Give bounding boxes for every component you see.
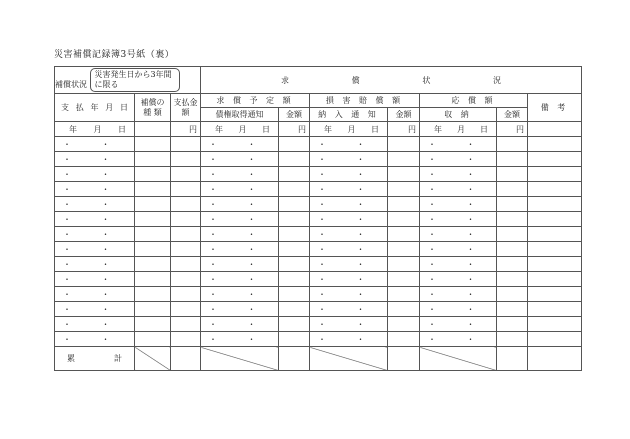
table-row: [55, 302, 582, 317]
pay-amount-cell[interactable]: [171, 212, 201, 227]
planned-amount-cell[interactable]: [279, 137, 310, 152]
pay-date-cell[interactable]: ・ ・: [55, 272, 135, 287]
pay-date-cell[interactable]: ・ ・: [55, 317, 135, 332]
payment-notice-date-cell[interactable]: ・ ・: [310, 287, 388, 302]
damages-amount-cell[interactable]: [388, 167, 420, 182]
status-label: 補償状況: [55, 80, 87, 89]
response-amount-cell[interactable]: [497, 302, 528, 317]
payment-notice-heading: 納 入 通 知: [310, 108, 388, 122]
payment-notice-date-cell[interactable]: ・ ・: [310, 182, 388, 197]
payment-notice-date-cell[interactable]: ・ ・: [310, 197, 388, 212]
comp-type-cell[interactable]: [135, 227, 171, 242]
pay-amount-cell[interactable]: [171, 137, 201, 152]
comp-type-cell[interactable]: [135, 257, 171, 272]
receipt-date-cell[interactable]: ・ ・: [420, 227, 497, 242]
pay-date-cell[interactable]: ・ ・: [55, 227, 135, 242]
claim-notice-date-cell[interactable]: ・ ・: [201, 242, 279, 257]
table-row: [55, 167, 582, 182]
response-amount-cell[interactable]: [497, 257, 528, 272]
table-row: [55, 332, 582, 347]
planned-amount-cell[interactable]: [279, 242, 310, 257]
comp-type-cell[interactable]: [135, 317, 171, 332]
response-amount-cell[interactable]: [497, 152, 528, 167]
remarks-heading: 備 考: [528, 94, 582, 122]
receipt-date-cell[interactable]: ・ ・: [420, 317, 497, 332]
remarks-cell[interactable]: [528, 287, 582, 302]
damages-amount-cell[interactable]: [388, 332, 420, 347]
totals-row: [55, 347, 582, 371]
damages-amount-cell[interactable]: [388, 137, 420, 152]
damages-amount-cell[interactable]: [388, 302, 420, 317]
totals-receipt-blank: [420, 347, 497, 371]
comp-type-cell[interactable]: [135, 182, 171, 197]
table-row: [55, 242, 582, 257]
comp-type-cell[interactable]: [135, 302, 171, 317]
table-row: [55, 182, 582, 197]
damages-amount-cell[interactable]: [388, 317, 420, 332]
response-amount-cell[interactable]: [497, 332, 528, 347]
planned-amount-cell[interactable]: [279, 152, 310, 167]
response-amount-cell[interactable]: [497, 212, 528, 227]
pay-date-cell[interactable]: ・ ・: [55, 182, 135, 197]
pay-amount-cell[interactable]: [171, 242, 201, 257]
units-yen-3: 円: [388, 122, 420, 137]
payment-notice-date-cell[interactable]: ・ ・: [310, 242, 388, 257]
receipt-date-cell[interactable]: ・ ・: [420, 272, 497, 287]
damages-amount-cell[interactable]: [388, 182, 420, 197]
pay-date-cell[interactable]: ・ ・: [55, 137, 135, 152]
table-row: [55, 212, 582, 227]
pay-amount-cell[interactable]: [171, 152, 201, 167]
planned-amount-heading: 求 償 予 定 額: [201, 94, 310, 108]
pay-amount-cell[interactable]: [171, 227, 201, 242]
remarks-cell[interactable]: [528, 182, 582, 197]
totals-type-blank: [135, 347, 171, 371]
claim-notice-date-cell[interactable]: ・ ・: [201, 287, 279, 302]
claim-notice-date-cell[interactable]: ・ ・: [201, 152, 279, 167]
amount-heading-3: 金額: [497, 108, 528, 122]
payment-notice-date-cell[interactable]: ・ ・: [310, 137, 388, 152]
table-row: [55, 197, 582, 212]
remarks-cell[interactable]: [528, 272, 582, 287]
comp-type-cell[interactable]: [135, 287, 171, 302]
planned-amount-cell[interactable]: [279, 317, 310, 332]
claim-notice-date-cell[interactable]: ・ ・: [201, 137, 279, 152]
remarks-cell[interactable]: [528, 167, 582, 182]
remarks-cell[interactable]: [528, 227, 582, 242]
comp-type-cell[interactable]: [135, 272, 171, 287]
units-date-4: 年 月 日: [420, 122, 497, 137]
units-date-2: 年 月 日: [201, 122, 279, 137]
claim-notice-date-cell[interactable]: ・ ・: [201, 227, 279, 242]
status-cell: [55, 67, 201, 94]
table-row: [55, 137, 582, 152]
pay-date-cell[interactable]: ・ ・: [55, 167, 135, 182]
pay-amount-cell[interactable]: [171, 332, 201, 347]
receipt-date-cell[interactable]: ・ ・: [420, 152, 497, 167]
pay-date-cell[interactable]: ・ ・: [55, 332, 135, 347]
pay-amount-cell[interactable]: [171, 197, 201, 212]
receipt-date-cell[interactable]: ・ ・: [420, 197, 497, 212]
damages-amount-cell[interactable]: [388, 152, 420, 167]
remarks-cell[interactable]: [528, 212, 582, 227]
receipt-date-cell[interactable]: ・ ・: [420, 167, 497, 182]
payment-notice-date-cell[interactable]: ・ ・: [310, 227, 388, 242]
claim-notice-date-cell[interactable]: ・ ・: [201, 212, 279, 227]
pay-amount-cell[interactable]: [171, 287, 201, 302]
pay-date-cell[interactable]: ・ ・: [55, 302, 135, 317]
remarks-cell[interactable]: [528, 257, 582, 272]
claim-notice-heading: 債権取得通知: [201, 108, 279, 122]
pay-amount-cell[interactable]: [171, 257, 201, 272]
pay-date-cell[interactable]: ・ ・: [55, 152, 135, 167]
receipt-date-cell[interactable]: ・ ・: [420, 137, 497, 152]
response-amount-cell[interactable]: [497, 227, 528, 242]
pay-date-cell[interactable]: ・ ・: [55, 197, 135, 212]
receipt-date-cell[interactable]: ・ ・: [420, 242, 497, 257]
totals-planned-amount[interactable]: [279, 347, 310, 371]
remarks-cell[interactable]: [528, 317, 582, 332]
totals-pay-amount[interactable]: [171, 347, 201, 371]
damages-amount-cell[interactable]: [388, 212, 420, 227]
table-row: [55, 287, 582, 302]
header-row-1: [55, 67, 582, 94]
pay-date-cell[interactable]: ・ ・: [55, 287, 135, 302]
pay-date-cell[interactable]: ・ ・: [55, 242, 135, 257]
response-amount-cell[interactable]: [497, 242, 528, 257]
planned-amount-cell[interactable]: [279, 167, 310, 182]
planned-amount-cell[interactable]: [279, 182, 310, 197]
comp-type-cell[interactable]: [135, 152, 171, 167]
damages-heading: 損 害 賠 償 額: [310, 94, 420, 108]
payment-notice-date-cell[interactable]: ・ ・: [310, 152, 388, 167]
damages-amount-cell[interactable]: [388, 197, 420, 212]
claim-notice-date-cell[interactable]: ・ ・: [201, 272, 279, 287]
planned-amount-cell[interactable]: [279, 197, 310, 212]
receipt-date-cell[interactable]: ・ ・: [420, 212, 497, 227]
receipt-date-cell[interactable]: ・ ・: [420, 257, 497, 272]
pay-date-heading: 支 払 年 月 日: [55, 94, 135, 122]
response-amount-cell[interactable]: [497, 197, 528, 212]
totals-response-amount[interactable]: [497, 347, 528, 371]
response-amount-cell[interactable]: [497, 272, 528, 287]
totals-remarks[interactable]: [528, 347, 582, 371]
damages-amount-cell[interactable]: [388, 242, 420, 257]
payment-notice-date-cell[interactable]: ・ ・: [310, 212, 388, 227]
receipt-date-cell[interactable]: ・ ・: [420, 332, 497, 347]
payment-notice-date-cell[interactable]: ・ ・: [310, 272, 388, 287]
table-row: [55, 317, 582, 332]
planned-amount-cell[interactable]: [279, 212, 310, 227]
form-title: 災害補償記録簿3号紙（裏）: [54, 50, 175, 60]
response-amount-heading: 応 償 額: [420, 94, 528, 108]
units-yen-4: 円: [497, 122, 528, 137]
remarks-cell[interactable]: [528, 152, 582, 167]
damages-amount-cell[interactable]: [388, 287, 420, 302]
pay-amount-cell[interactable]: [171, 182, 201, 197]
pay-amount-cell[interactable]: [171, 167, 201, 182]
planned-amount-cell[interactable]: [279, 227, 310, 242]
pay-date-cell[interactable]: ・ ・: [55, 257, 135, 272]
table-row: [55, 272, 582, 287]
comp-type-heading: 補償の種 類: [135, 94, 171, 122]
damages-amount-cell[interactable]: [388, 227, 420, 242]
claim-status-heading: 求 償 状 況: [201, 67, 582, 94]
pay-amount-heading: 支払金額: [171, 94, 201, 122]
claim-notice-date-cell[interactable]: ・ ・: [201, 317, 279, 332]
payment-notice-date-cell[interactable]: ・ ・: [310, 332, 388, 347]
comp-type-cell[interactable]: [135, 167, 171, 182]
payment-notice-date-cell[interactable]: ・ ・: [310, 302, 388, 317]
damages-amount-cell[interactable]: [388, 257, 420, 272]
totals-damages-amount[interactable]: [388, 347, 420, 371]
planned-amount-cell[interactable]: [279, 272, 310, 287]
receipt-date-cell[interactable]: ・ ・: [420, 302, 497, 317]
receipt-date-cell[interactable]: ・ ・: [420, 287, 497, 302]
claim-notice-date-cell[interactable]: ・ ・: [201, 182, 279, 197]
payment-notice-date-cell[interactable]: ・ ・: [310, 257, 388, 272]
pay-amount-cell[interactable]: [171, 317, 201, 332]
response-amount-cell[interactable]: [497, 317, 528, 332]
comp-type-cell[interactable]: [135, 212, 171, 227]
header-row-2: [55, 94, 582, 108]
table-row: [55, 227, 582, 242]
planned-amount-cell[interactable]: [279, 302, 310, 317]
units-remarks: [528, 122, 582, 137]
comp-type-cell[interactable]: [135, 242, 171, 257]
data-rows: [55, 137, 582, 347]
compensation-record-table: [54, 66, 582, 371]
payment-notice-date-cell[interactable]: ・ ・: [310, 167, 388, 182]
planned-amount-cell[interactable]: [279, 287, 310, 302]
comp-type-cell[interactable]: [135, 197, 171, 212]
receipt-heading: 収 納: [420, 108, 497, 122]
units-yen-1: 円: [171, 122, 201, 137]
table-row: [55, 257, 582, 272]
remarks-cell[interactable]: [528, 137, 582, 152]
units-date-1: 年 月 日: [55, 122, 135, 137]
comp-type-cell[interactable]: [135, 137, 171, 152]
units-date-3: 年 月 日: [310, 122, 388, 137]
response-amount-cell[interactable]: [497, 182, 528, 197]
planned-amount-cell[interactable]: [279, 257, 310, 272]
planned-amount-cell[interactable]: [279, 332, 310, 347]
remarks-cell[interactable]: [528, 302, 582, 317]
pay-amount-cell[interactable]: [171, 272, 201, 287]
claim-notice-date-cell[interactable]: ・ ・: [201, 332, 279, 347]
receipt-date-cell[interactable]: ・ ・: [420, 182, 497, 197]
limit-note: 災害発生日から3年間に限る: [90, 68, 180, 92]
response-amount-cell[interactable]: [497, 137, 528, 152]
claim-notice-date-cell[interactable]: ・ ・: [201, 302, 279, 317]
damages-amount-cell[interactable]: [388, 272, 420, 287]
table-row: [55, 152, 582, 167]
claim-notice-date-cell[interactable]: ・ ・: [201, 197, 279, 212]
comp-type-cell[interactable]: [135, 332, 171, 347]
pay-date-cell[interactable]: ・ ・: [55, 212, 135, 227]
remarks-cell[interactable]: [528, 332, 582, 347]
payment-notice-date-cell[interactable]: ・ ・: [310, 317, 388, 332]
totals-payment-notice-blank: [310, 347, 388, 371]
amount-heading-1: 金額: [279, 108, 310, 122]
remarks-cell[interactable]: [528, 197, 582, 212]
remarks-cell[interactable]: [528, 242, 582, 257]
totals-label: 累 計: [55, 347, 135, 371]
units-type: [135, 122, 171, 137]
units-row: [55, 122, 582, 137]
totals-claim-notice-blank: [201, 347, 279, 371]
claim-notice-date-cell[interactable]: ・ ・: [201, 167, 279, 182]
response-amount-cell[interactable]: [497, 287, 528, 302]
units-yen-2: 円: [279, 122, 310, 137]
pay-amount-cell[interactable]: [171, 302, 201, 317]
claim-notice-date-cell[interactable]: ・ ・: [201, 257, 279, 272]
amount-heading-2: 金額: [388, 108, 420, 122]
response-amount-cell[interactable]: [497, 167, 528, 182]
